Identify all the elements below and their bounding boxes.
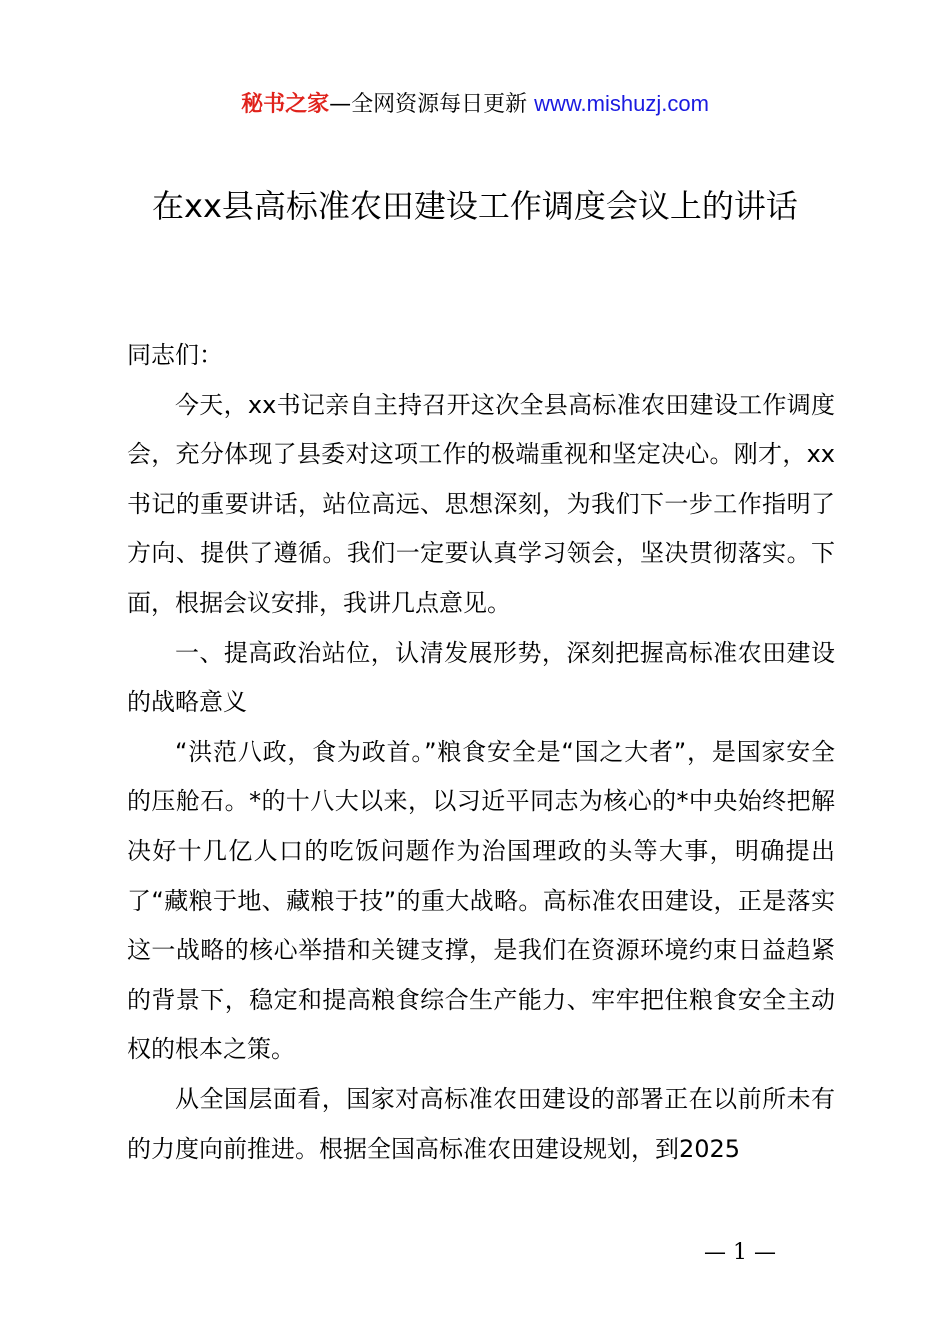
paragraph-food-security: “洪范八政，食为政首。”粮食安全是“国之大者”，是国家安全的压舱石。*的十八大以来，以习近平同志为核心的*中央始终把解决好十几亿人口的吃饭问题作为治国理政的头等大事，明确提出了“藏粮于地、藏粮于技”的重大战略。高标准农田建设，正是落实这一战略的核心举措和关键支撑，是我们在资源环境约束日益趋紧的背景下，稳定和提高粮食综合生产能力、牢牢把住粮食安全主动权的根本之策。 xyxy=(127,737,835,1064)
paragraph-opening: 今天，xx书记亲自主持召开这次全县高标准农田建设工作调度会，充分体现了县委对这项工作的极端重视和坚定决心。刚才，xx书记的重要讲话，站位高远、思想深刻，为我们下一步工作指明了方向、提供了遵循。我们一定要认真学习领会，坚决贯彻落实。下面，根据会议安排，我讲几点意见。 xyxy=(127,390,835,617)
site-url-link[interactable]: www.mishuzj.com xyxy=(534,91,709,116)
section-heading-1: 一、提高政治站位，认清发展形势，深刻把握高标准农田建设的战略意义 xyxy=(127,638,835,717)
header-tagline: —全网资源每日更新 xyxy=(329,92,535,117)
document-body xyxy=(127,331,835,1174)
site-header xyxy=(0,86,950,123)
page-number: — 1 — xyxy=(704,1240,776,1265)
document-title: 在xx县高标准农田建设工作调度会议上的讲话 xyxy=(152,187,798,225)
salutation: 同志们： xyxy=(127,341,223,369)
paragraph-national-level: 从全国层面看，国家对高标准农田建设的部署正在以前所未有的力度向前推进。根据全国高标准农田建设规划，到2025 xyxy=(127,1084,835,1163)
brand-name: 秘书之家 xyxy=(241,92,330,117)
